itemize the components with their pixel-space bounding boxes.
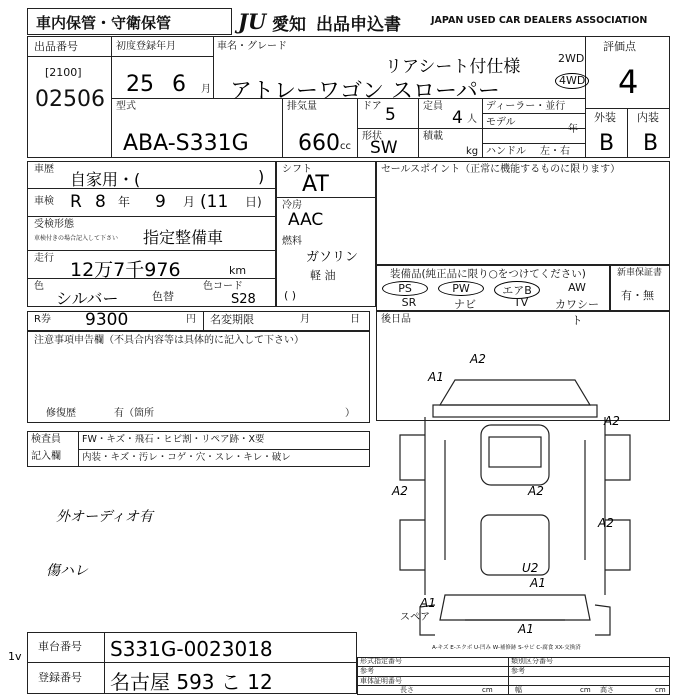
color-value: シルバー	[56, 289, 119, 308]
inspect-year: 8	[95, 192, 106, 212]
length-unit: cm	[482, 686, 493, 694]
inspect-day: (11	[200, 192, 229, 212]
ac-value: AAC	[288, 210, 324, 230]
length-label: 長さ	[400, 686, 414, 694]
sales-point-block	[376, 161, 670, 265]
int-value: B	[643, 131, 659, 156]
ref-label-1: 参考	[360, 667, 374, 675]
dealer-label: ディーラー・並行	[486, 101, 566, 112]
car-label: 車名・グレード	[217, 41, 287, 52]
model-label: 型式	[116, 101, 136, 112]
equip-label: 装備品(純正品に限り○をつけてください)	[390, 268, 586, 280]
load-unit: kg	[466, 146, 479, 157]
drive-2wd: 2WD	[558, 52, 585, 65]
name-change-d: 日	[350, 314, 360, 325]
damage-mark: A2	[470, 352, 486, 366]
name-change-label: 名変期限	[210, 313, 254, 326]
inspector-label: 検査員	[31, 434, 61, 445]
width-unit: cm	[580, 686, 591, 694]
repair-value: 有（箇所	[114, 408, 154, 419]
chassis-label: 車台番号	[38, 640, 82, 653]
lot-bracket: [2100]	[45, 66, 82, 79]
inspect-month: 9	[155, 192, 166, 212]
grade-value: 4	[618, 63, 639, 101]
fuel-label: 燃料	[282, 236, 302, 247]
recycle-block	[27, 311, 370, 331]
model-value: ABA-S331G	[123, 131, 249, 156]
category-label: 類別区分番号	[511, 657, 553, 665]
color-code-value: S28	[231, 292, 256, 307]
name-change-m: 月	[300, 314, 310, 325]
damage-mark: A1	[518, 622, 534, 636]
formal-label: 形式指定番号	[360, 657, 402, 665]
sales-label: セールスポイント（正常に機能するものに限ります）	[381, 164, 621, 175]
damage-mark: A2	[528, 484, 544, 498]
door-value: 5	[385, 105, 396, 125]
ext-value: B	[599, 131, 615, 156]
fuel-diesel: 軽 油	[310, 269, 336, 282]
equip-item: PW	[438, 281, 484, 296]
receive-label: 受検形態	[34, 219, 74, 230]
chassis-value: S331G-0023018	[110, 637, 273, 661]
note-2: 傷ハレ	[46, 563, 88, 579]
inspect-day-unit: 日)	[245, 195, 262, 209]
equip-item: TV	[513, 296, 529, 309]
lot-number: 02506	[35, 87, 105, 112]
mileage-unit: km	[229, 264, 247, 277]
disp-label: 排気量	[287, 101, 317, 112]
history-label: 車歴	[34, 164, 54, 175]
grade-label: 評価点	[603, 40, 636, 53]
door-label: ドア	[362, 101, 382, 112]
inspect-era: R	[70, 192, 82, 212]
cap-unit: 人	[467, 114, 477, 125]
equip-item: カワシート	[555, 298, 599, 327]
reg-month-unit: 月	[201, 84, 211, 95]
header-left-title-box	[27, 8, 232, 35]
model-yr-label: モデル	[486, 117, 516, 128]
shift-label: シフト	[282, 164, 312, 175]
mileage-value: 12万7千976	[70, 259, 181, 281]
shape-value: SW	[370, 138, 398, 158]
int-label: 内装	[637, 111, 659, 124]
shift-value: AT	[302, 172, 329, 197]
damage-mark: A1	[428, 370, 444, 384]
color-label: 色	[34, 281, 44, 292]
height-unit: cm	[655, 686, 666, 694]
warranty-label: 新車保証書	[617, 268, 663, 278]
equip-item: SR	[401, 296, 417, 309]
recycle-unit: 円	[186, 314, 196, 325]
cap-value: 4	[452, 108, 463, 128]
equip-item: エアB	[494, 281, 540, 299]
damage-mark: U2	[522, 561, 539, 575]
repair-label: 修復歴	[46, 408, 76, 419]
car-name: アトレーワゴン スローパー	[230, 79, 500, 104]
load-label: 積載	[423, 131, 443, 142]
english-title: JAPAN USED CAR DEALERS ASSOCIATION	[431, 15, 648, 26]
inspect-label: 車検	[34, 196, 54, 207]
car-note: リアシート付仕様	[385, 57, 521, 77]
model-yr-unit: 年	[568, 124, 578, 135]
equip-item: ナビ	[454, 298, 476, 311]
lot-label: 出品番号	[34, 40, 78, 53]
history-close: )	[258, 167, 265, 186]
reg-month: 6	[172, 72, 186, 97]
fw-row: FW・キズ・飛石・ヒビ割・リペア跡・X要	[82, 434, 265, 445]
mark-1v: 1v	[8, 650, 22, 663]
equip-item: AW	[568, 281, 586, 294]
receive-value: 指定整備車	[143, 228, 224, 247]
ext-label: 外装	[594, 111, 616, 124]
ac-label: 冷房	[282, 200, 302, 211]
color-change: 色替	[152, 290, 174, 303]
damage-mark: A1	[420, 596, 436, 610]
disp-value: 660	[298, 131, 340, 156]
cap-label: 定員	[423, 101, 443, 112]
org-name: 愛知	[272, 15, 306, 35]
repair-close: ）	[345, 408, 355, 419]
ref-label-2: 参考	[511, 667, 525, 675]
disp-unit: cc	[340, 141, 351, 152]
ju-logo-text: JU	[238, 9, 267, 34]
history-value: 自家用・(	[70, 170, 141, 189]
inspect-month-unit: 月	[183, 195, 196, 209]
vin-label: 車体証明番号	[360, 677, 402, 685]
damage-legend: A-キズ E-エクボ U-凹み W-補修跡 S-サビ C-腐食 XX-交換済	[432, 645, 581, 651]
inspect-year-unit: 年	[118, 195, 131, 209]
header-left-title: 車内保管・守衛保管	[36, 14, 172, 32]
reg-label: 初度登録年月	[116, 41, 176, 52]
damage-mark: A1	[530, 576, 546, 590]
damage-mark: A2	[604, 414, 620, 428]
spare-label: スペア	[400, 612, 430, 623]
height-label: 高さ	[600, 686, 614, 694]
handle-opts: 左・右	[540, 146, 570, 157]
fuel-gas: ガソリン	[306, 250, 359, 265]
warranty-opts: 有・無	[621, 289, 654, 302]
shape-label: 形状	[362, 131, 382, 142]
damage-mark: A2	[598, 516, 614, 530]
drive-4wd: 4WD	[555, 73, 589, 89]
damage-mark: A2	[392, 484, 408, 498]
entry-label: 記入欄	[31, 451, 61, 462]
handle-label: ハンドル	[486, 146, 526, 157]
receive-sub: 車検付きの場合記入して下さい	[34, 235, 119, 242]
notes-label: 注意事項申告欄（不具合内容等は具体的に記入して下さい）	[34, 335, 304, 346]
plate-value: 名古屋 593 こ 12	[110, 670, 273, 694]
plate-label: 登録番号	[38, 671, 82, 684]
doc-title: 出品申込書	[316, 15, 401, 35]
fuel-paren: ( )	[284, 289, 297, 302]
ju-logo	[238, 9, 266, 34]
mileage-label: 走行	[34, 253, 54, 264]
note-1: 外オーディオ有	[56, 509, 153, 525]
postfit-label: 後日品	[381, 314, 411, 325]
int-row: 内装・キズ・汚レ・コゲ・穴・スレ・キレ・破レ	[82, 452, 291, 463]
recycle-label: R券	[34, 314, 51, 325]
reg-year: 25	[126, 72, 154, 97]
color-code-label: 色コード	[203, 281, 243, 292]
equip-item: PS	[382, 281, 428, 296]
width-label: 幅	[515, 686, 522, 694]
recycle-value: 9300	[85, 310, 129, 330]
